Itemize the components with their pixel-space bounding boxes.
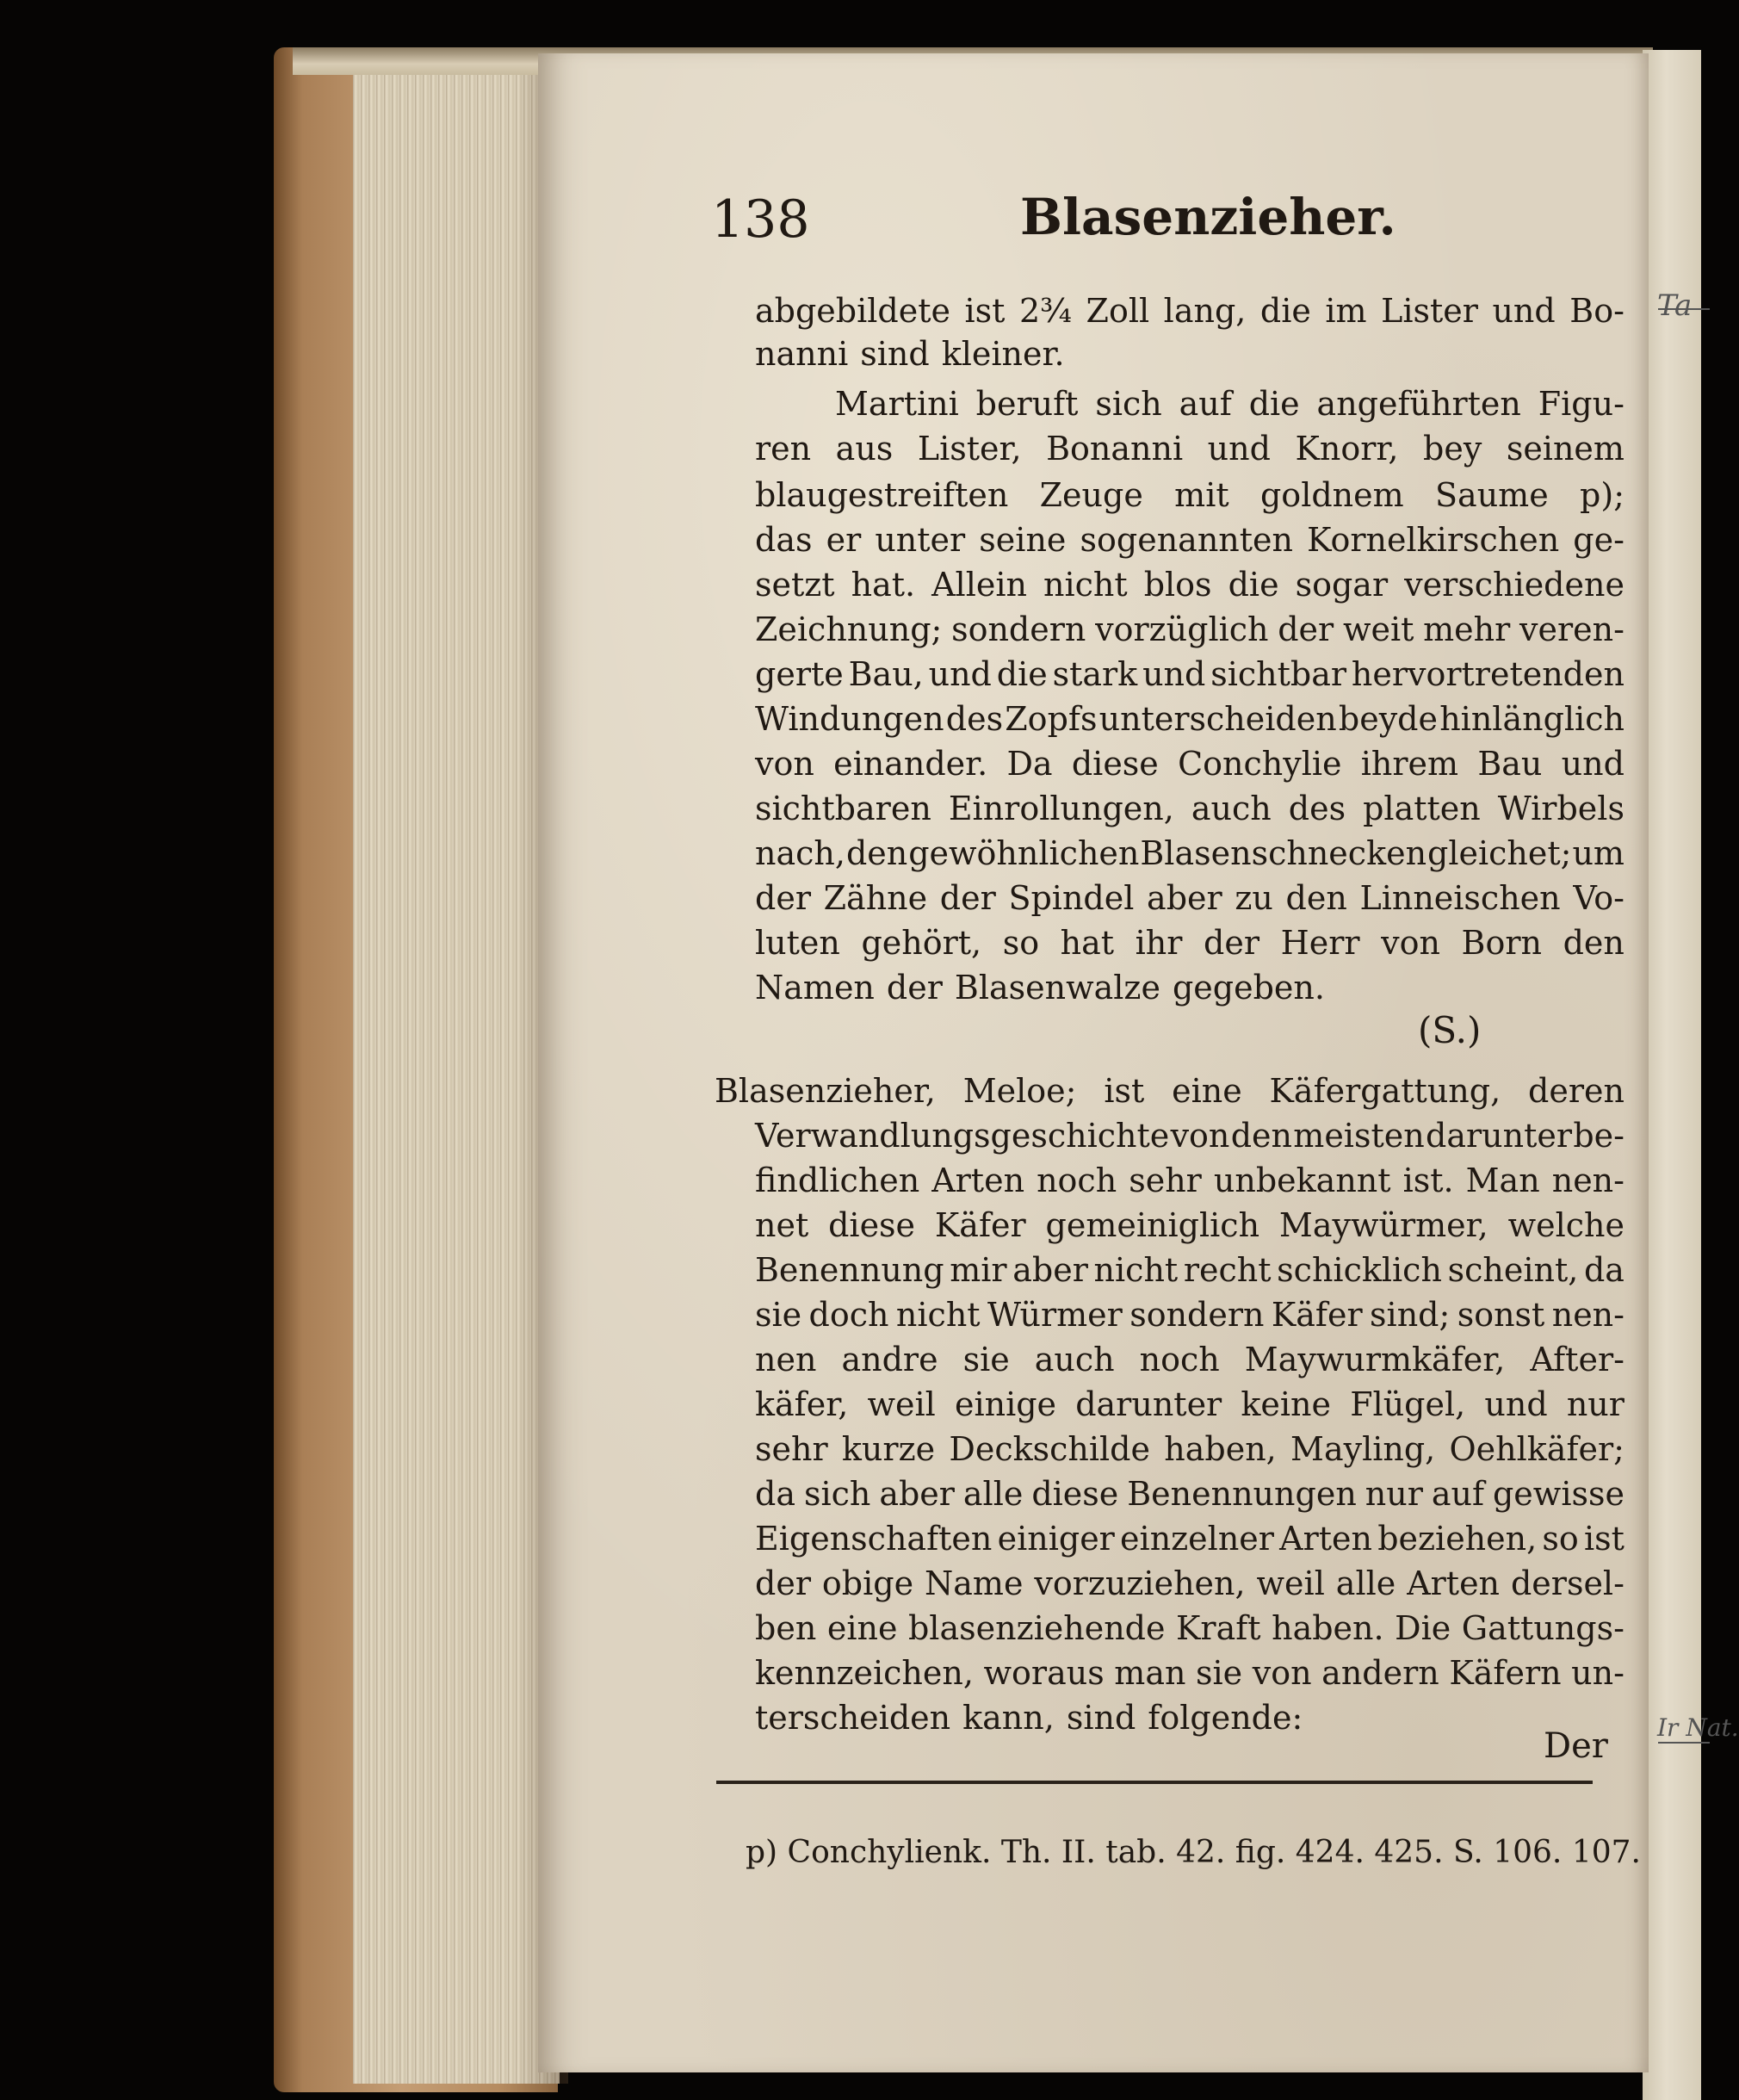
- word: Maywürmer,: [1278, 1206, 1488, 1244]
- text-line: [755, 788, 1625, 829]
- word: und: [1492, 292, 1556, 330]
- word: Arten: [1279, 1520, 1372, 1558]
- word: Mayling,: [1290, 1430, 1436, 1468]
- word: des: [945, 700, 1004, 738]
- word: vorzüglich: [1095, 610, 1269, 648]
- text-line: [755, 1115, 1625, 1156]
- word: nanni: [755, 335, 849, 373]
- word: aber: [1147, 879, 1222, 917]
- word: unter: [875, 521, 966, 559]
- word: welche: [1507, 1206, 1625, 1244]
- word: Käfer: [934, 1206, 1026, 1244]
- word: sie: [962, 1341, 1010, 1378]
- footnote: p) Conchylienk. Th. II. tab. 42. fig. 424. 425. S. 106. 107.: [746, 1835, 1641, 1870]
- word: sie: [1196, 1654, 1243, 1692]
- word: Kraft: [1176, 1609, 1261, 1647]
- word: beruft: [975, 385, 1079, 423]
- word: ge-: [1573, 521, 1625, 559]
- word: ist.: [1402, 1162, 1454, 1199]
- word: Bo-: [1569, 292, 1625, 330]
- word: weil: [867, 1385, 936, 1423]
- word: Kornelkirschen: [1307, 521, 1560, 559]
- text-line: [755, 290, 1625, 331]
- word: nicht: [895, 1296, 981, 1334]
- word: Da: [1006, 745, 1053, 783]
- word: gemeiniglich: [1045, 1206, 1260, 1244]
- word: Wirbels: [1497, 790, 1625, 827]
- word: Käfern: [1449, 1654, 1562, 1692]
- text-line: [755, 1294, 1625, 1335]
- word: gehört,: [861, 924, 982, 962]
- word: Blasenwalze: [954, 969, 1160, 1007]
- word: hinlänglich: [1439, 700, 1625, 738]
- word: luten: [755, 924, 840, 962]
- word: Figu-: [1538, 385, 1625, 423]
- word: sogenannten: [1080, 521, 1294, 559]
- word: Lister: [1381, 292, 1478, 330]
- word: haben,: [1164, 1430, 1277, 1468]
- word: Gattungs-: [1461, 1609, 1625, 1647]
- word: folgende:: [1148, 1699, 1303, 1737]
- word: Man: [1465, 1162, 1540, 1199]
- word: Würmer: [987, 1296, 1123, 1334]
- word: von: [1170, 1117, 1230, 1155]
- word: kurze: [841, 1430, 936, 1468]
- word: und: [928, 655, 992, 693]
- word: ihr: [1135, 924, 1183, 962]
- word: alle: [1335, 1564, 1396, 1602]
- text-line: [755, 967, 1625, 1008]
- word: einige: [954, 1385, 1057, 1423]
- word: Eigenschaften: [755, 1520, 993, 1558]
- word: sogar: [1295, 566, 1389, 604]
- word: Zeichnung;: [755, 610, 943, 648]
- word: ben: [755, 1609, 817, 1647]
- text-line: [755, 1249, 1625, 1291]
- word: Deckschilde: [949, 1430, 1150, 1468]
- word: sehr: [1129, 1162, 1202, 1199]
- word: das: [755, 521, 813, 559]
- word: so: [1542, 1520, 1579, 1558]
- text-line: [715, 1070, 1625, 1112]
- word: Arten: [931, 1162, 1025, 1199]
- word: sichtbar: [1210, 655, 1347, 693]
- word: auf: [1431, 1475, 1485, 1513]
- word: und: [1142, 655, 1206, 693]
- word: Käfer: [1271, 1296, 1363, 1334]
- word: sonst: [1457, 1296, 1545, 1334]
- word: Zeuge: [1039, 476, 1143, 514]
- text-line: [755, 1652, 1625, 1694]
- word: Bau: [1477, 745, 1543, 783]
- right-page-fragment: Ta: [1657, 288, 1693, 323]
- word: stark: [1052, 655, 1138, 693]
- word: haben.: [1272, 1609, 1384, 1647]
- word: des: [1288, 790, 1346, 827]
- word: nur: [1365, 1475, 1423, 1513]
- word: aus: [835, 430, 894, 468]
- word: Blasenzieher,: [715, 1072, 936, 1110]
- word: Käfergattung,: [1269, 1072, 1501, 1110]
- text-line: [755, 1518, 1625, 1559]
- word: Herr: [1280, 924, 1360, 962]
- word: den: [1230, 1117, 1292, 1155]
- word: un-: [1571, 1654, 1625, 1692]
- word: Conchylie: [1178, 745, 1342, 783]
- word: sich: [803, 1475, 871, 1513]
- word: aber: [879, 1475, 955, 1513]
- text-line: [755, 1160, 1625, 1201]
- word: ihrem: [1360, 745, 1459, 783]
- word: der: [755, 879, 811, 917]
- page-number: 138: [711, 189, 810, 250]
- text-line: [755, 654, 1625, 695]
- word: gewöhnlichen: [908, 834, 1140, 872]
- word: vorzuziehen,: [1034, 1564, 1246, 1602]
- word: noch: [1139, 1341, 1220, 1378]
- word: dersel-: [1510, 1564, 1625, 1602]
- word: auf: [1179, 385, 1232, 423]
- word: Zähne: [823, 879, 928, 917]
- word: den: [1285, 879, 1347, 917]
- word: zu: [1235, 879, 1273, 917]
- text-line: [755, 1384, 1625, 1425]
- text-line: [755, 1339, 1625, 1380]
- word: den: [845, 834, 908, 872]
- word: nach,: [755, 834, 845, 872]
- text-line: [755, 428, 1625, 469]
- word: sind: [860, 335, 930, 373]
- word: Martini: [835, 385, 959, 423]
- word: terscheiden: [755, 1699, 951, 1737]
- word: blos: [1143, 566, 1212, 604]
- word: käfer,: [755, 1385, 849, 1423]
- word: goldnem: [1259, 476, 1404, 514]
- word: Maywurmkäfer,: [1244, 1341, 1506, 1378]
- word: Benennung: [755, 1251, 944, 1289]
- word: einzelner: [1120, 1520, 1274, 1558]
- word: blasenziehende: [907, 1609, 1166, 1647]
- word: die: [996, 655, 1048, 693]
- word: noch: [1037, 1162, 1117, 1199]
- word: blaugestreiften: [755, 476, 1009, 514]
- word: sichtbaren: [755, 790, 931, 827]
- word: lang,: [1163, 292, 1247, 330]
- word: unbekannt: [1213, 1162, 1391, 1199]
- word: verschiedene: [1404, 566, 1625, 604]
- word: weit: [1342, 610, 1414, 648]
- word: sondern: [951, 610, 1086, 648]
- word: gerte: [755, 655, 844, 693]
- word: der: [1278, 610, 1334, 648]
- word: gleichet;: [1427, 834, 1572, 872]
- word: hat.: [851, 566, 916, 604]
- word: unterscheiden: [1098, 700, 1337, 738]
- word: p);: [1580, 476, 1625, 514]
- word: da: [1583, 1251, 1625, 1289]
- word: und: [1484, 1385, 1548, 1423]
- word: Arten: [1407, 1564, 1501, 1602]
- word: obige: [821, 1564, 914, 1602]
- word: hervortretenden: [1351, 655, 1625, 693]
- text-line: [755, 1563, 1625, 1604]
- word: mehr: [1423, 610, 1511, 648]
- word: andern: [1321, 1654, 1439, 1692]
- word: Zoll: [1086, 292, 1150, 330]
- word: setzt: [755, 566, 835, 604]
- word: net: [755, 1206, 809, 1244]
- word: der: [1204, 924, 1260, 962]
- word: schicklich: [1277, 1251, 1442, 1289]
- word: sehr: [755, 1430, 828, 1468]
- word: ist: [964, 292, 1006, 330]
- author-signature: (S.): [1418, 1009, 1482, 1051]
- word: scheint,: [1447, 1251, 1579, 1289]
- word: Name: [925, 1564, 1024, 1602]
- word: sind;: [1370, 1296, 1451, 1334]
- word: deren: [1528, 1072, 1625, 1110]
- word: Verwandlungsgeschichte: [755, 1117, 1170, 1155]
- word: von: [755, 745, 814, 783]
- word: angeführten: [1316, 385, 1521, 423]
- text-line: [755, 333, 1625, 375]
- text-line: [755, 877, 1625, 919]
- word: ist: [1584, 1520, 1625, 1558]
- word: ist: [1104, 1072, 1145, 1110]
- text-line: [755, 474, 1625, 516]
- word: im: [1325, 292, 1367, 330]
- text-line: [835, 383, 1625, 424]
- word: findlichen: [755, 1162, 920, 1199]
- word: aber: [1012, 1251, 1088, 1289]
- text-line: [755, 1205, 1625, 1246]
- word: Vo-: [1573, 879, 1625, 917]
- word: keine: [1241, 1385, 1332, 1423]
- word: eine: [1172, 1072, 1242, 1110]
- word: kann,: [962, 1699, 1055, 1737]
- word: Oehlkäfer;: [1449, 1430, 1625, 1468]
- text-line: [755, 833, 1625, 874]
- word: beyde: [1338, 700, 1438, 738]
- word: kleiner.: [941, 335, 1065, 373]
- word: Born: [1461, 924, 1542, 962]
- word: woraus: [983, 1654, 1105, 1692]
- word: Zopfs: [1005, 700, 1098, 738]
- word: von: [1381, 924, 1440, 962]
- word: be-: [1573, 1117, 1625, 1155]
- right-page-edge: [1643, 50, 1701, 2100]
- word: nen: [755, 1341, 817, 1378]
- word: auch: [1034, 1341, 1115, 1378]
- text-line: [755, 698, 1625, 740]
- word: alle: [962, 1475, 1024, 1513]
- word: sich: [1095, 385, 1162, 423]
- word: Blasenschnecken: [1140, 834, 1427, 872]
- text-line: [755, 1428, 1625, 1470]
- word: Saume: [1435, 476, 1549, 514]
- word: Flügel,: [1350, 1385, 1466, 1423]
- text-line: [755, 1608, 1625, 1649]
- word: bey: [1423, 430, 1482, 468]
- word: die: [1248, 385, 1300, 423]
- word: nicht: [1093, 1251, 1179, 1289]
- word: der: [886, 969, 943, 1007]
- right-page-fragment: Ir Nat.: [1657, 1713, 1739, 1742]
- word: doch: [808, 1296, 889, 1334]
- word: nur: [1566, 1385, 1625, 1423]
- word: veren-: [1519, 610, 1625, 648]
- word: und: [1561, 745, 1625, 783]
- word: recht: [1183, 1251, 1272, 1289]
- word: Die: [1395, 1609, 1451, 1647]
- text-line: [755, 519, 1625, 561]
- text-line: [755, 609, 1625, 650]
- word: gewisse: [1492, 1475, 1625, 1513]
- word: sondern: [1129, 1296, 1265, 1334]
- word: sie: [755, 1296, 802, 1334]
- word: Knorr,: [1295, 430, 1399, 468]
- word: kennzeichen,: [755, 1654, 974, 1692]
- word: so: [1002, 924, 1040, 962]
- word: mir: [950, 1251, 1007, 1289]
- word: und: [1207, 430, 1271, 468]
- word: platten: [1363, 790, 1481, 827]
- word: einiger: [997, 1520, 1115, 1558]
- word: sind: [1066, 1699, 1136, 1737]
- word: beziehen,: [1377, 1520, 1538, 1558]
- word: da: [755, 1475, 795, 1513]
- word: Linneischen: [1359, 879, 1561, 917]
- word: andre: [841, 1341, 938, 1378]
- word: der: [755, 1564, 811, 1602]
- footnote-rule: [716, 1781, 1593, 1784]
- word: der: [939, 879, 996, 917]
- text-line: [755, 1473, 1625, 1515]
- word: meisten: [1293, 1117, 1425, 1155]
- word: mit: [1174, 476, 1229, 514]
- word: Windungen: [755, 700, 944, 738]
- word: After-: [1530, 1341, 1625, 1378]
- text-line: [755, 922, 1625, 963]
- word: nen-: [1551, 1296, 1625, 1334]
- word: darunter: [1426, 1117, 1573, 1155]
- word: die: [1228, 566, 1279, 604]
- word: seinem: [1506, 430, 1625, 468]
- word: Spindel: [1008, 879, 1135, 917]
- word: abgebildete: [755, 292, 950, 330]
- word: er: [826, 521, 862, 559]
- catchword: Der: [1544, 1726, 1608, 1766]
- word: seine: [979, 521, 1067, 559]
- word: Bonanni: [1046, 430, 1184, 468]
- word: 2¾: [1019, 292, 1073, 330]
- word: Bau,: [848, 655, 924, 693]
- word: auch: [1191, 790, 1272, 827]
- word: Meloe;: [962, 1072, 1077, 1110]
- word: nen-: [1551, 1162, 1625, 1199]
- word: die: [1259, 292, 1311, 330]
- word: darunter: [1075, 1385, 1222, 1423]
- word: Lister,: [917, 430, 1022, 468]
- word: einander.: [833, 745, 988, 783]
- word: Namen: [755, 969, 875, 1007]
- word: eine: [826, 1609, 898, 1647]
- word: man: [1114, 1654, 1186, 1692]
- word: diese: [1031, 1475, 1119, 1513]
- word: von: [1252, 1654, 1312, 1692]
- word: diese: [1071, 745, 1159, 783]
- word: diese: [828, 1206, 916, 1244]
- word: gegeben.: [1172, 969, 1325, 1007]
- text-line: [755, 564, 1625, 605]
- word: Benennungen: [1127, 1475, 1357, 1513]
- word: nicht: [1043, 566, 1128, 604]
- word: Einrollungen,: [948, 790, 1174, 827]
- word: ren: [755, 430, 812, 468]
- word: Allein: [931, 566, 1027, 604]
- word: den: [1563, 924, 1625, 962]
- text-line: [755, 1697, 1625, 1738]
- text-line: [755, 743, 1625, 784]
- running-head: Blasenzieher.: [1020, 188, 1396, 246]
- word: weil: [1256, 1564, 1325, 1602]
- word: hat: [1060, 924, 1115, 962]
- word: um: [1572, 834, 1625, 872]
